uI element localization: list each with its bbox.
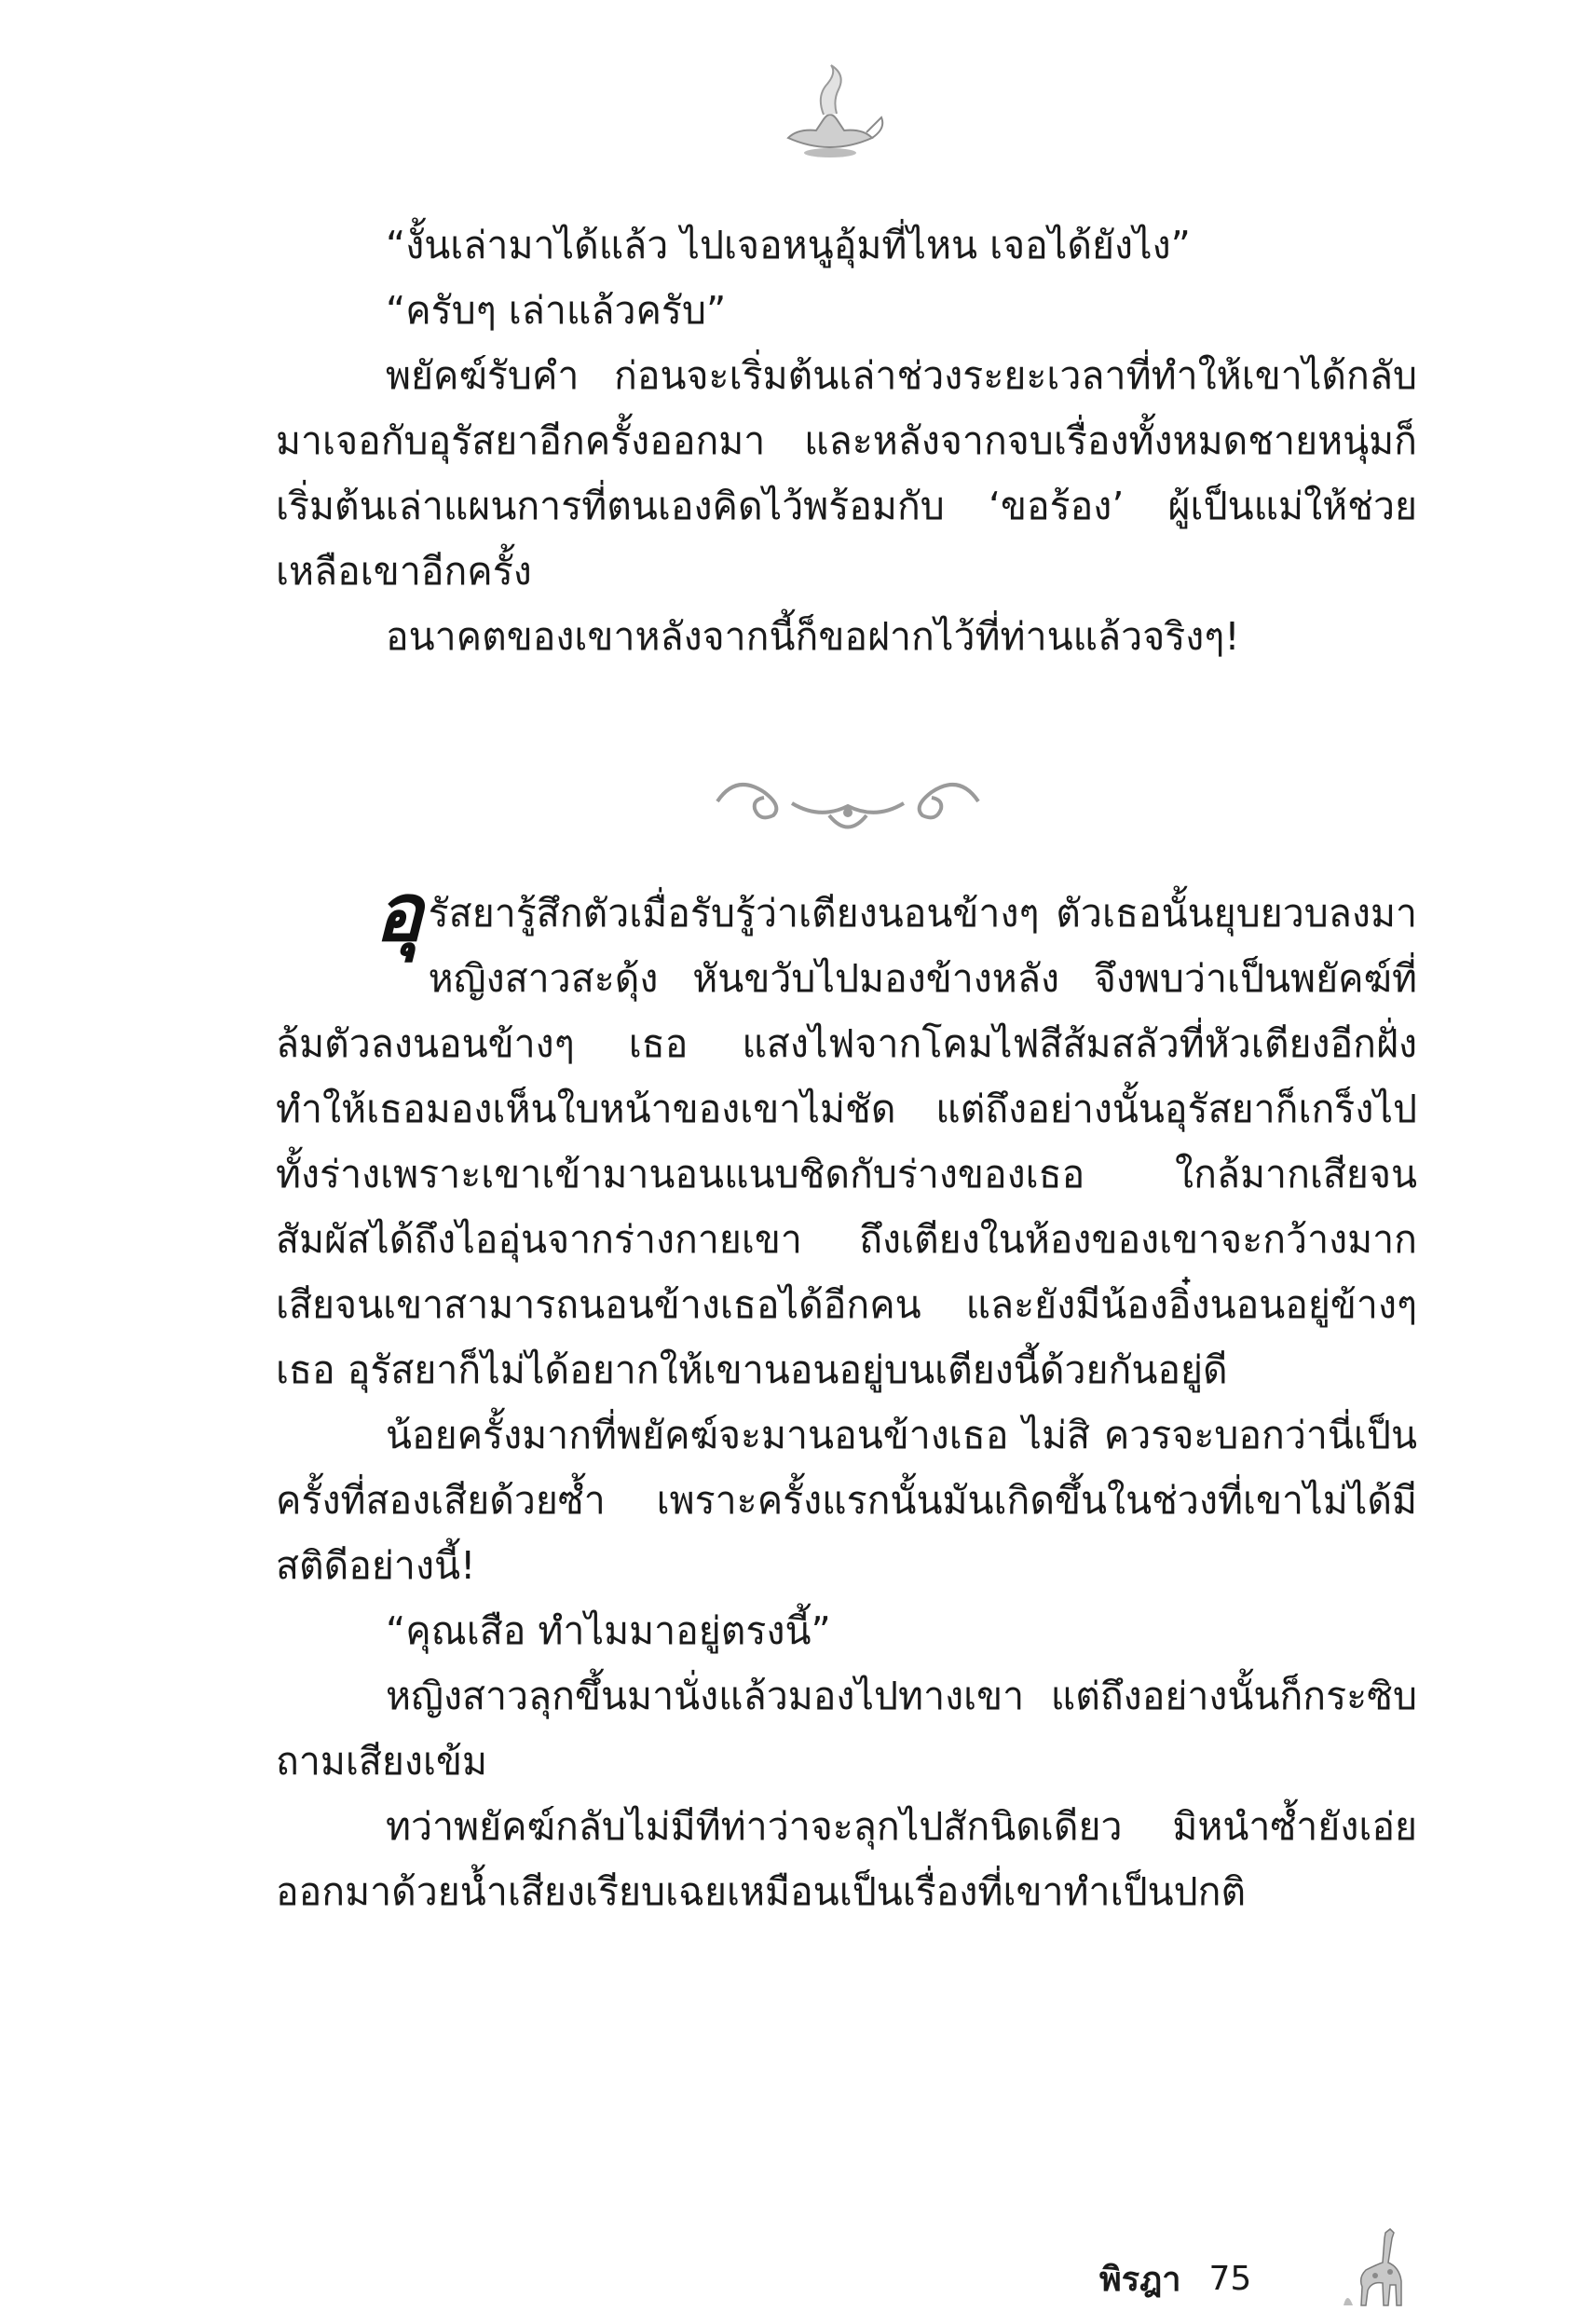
floral-divider-icon <box>708 764 988 839</box>
page-number: 75 <box>1208 2259 1252 2298</box>
giraffe-icon <box>1334 2225 1418 2309</box>
body-paragraph: ทว่าพยัคฆ์กลับไม่มีทีท่าว่าจะลุกไปสักนิดเดียว มิหนำซ้ำยังเอ่ยออกมาด้วยน้ำเสียงเรียบเฉยเหมือนเป็นเรื่องที่เขาทำเป็นปกติ <box>276 1804 1417 1914</box>
body-paragraph: น้อยครั้งมากที่พยัคฆ์จะมานอนข้างเธอ ไม่สิ ควรจะบอกว่านี่เป็นครั้งที่สองเสียด้วยซ้ำ เพราะครั้งแรกนั้นมันเกิดขึ้นในช่วงที่เขาไม่ได้มีสติดีอย่างนี้! <box>276 1413 1417 1588</box>
dialogue-line: “งั้นเล่ามาได้แล้ว ไปเจอหนูอุ้มที่ไหน เจอได้ยังไง” <box>386 223 1191 267</box>
dialogue-line: “ครับๆ เล่าแล้วครับ” <box>386 288 727 333</box>
opening-paragraph <box>276 866 1417 1402</box>
drop-cap: อุ <box>375 866 423 960</box>
body-paragraph: อนาคตของเขาหลังจากนี้ก็ขอฝากไว้ที่ท่านแล้วจริงๆ! <box>386 614 1240 659</box>
body-paragraph: พยัคฆ์รับคำ ก่อนจะเริ่มต้นเล่าช่วงระยะเวลาที่ทำให้เขาได้กลับมาเจอกับอุรัสยาอีกครั้งออกมา และหลังจากจบเรื่องทั้งหมดชายหนุ่มก็เริ่มต้นเล่าแผนการที่ตนเองคิดไว้พร้อมกับ ‘ขอร้อง’ ผู้เป็นแม่ให้ช่วยเหลือเขาอีกครั้ง <box>276 353 1417 594</box>
body-paragraph: หญิงสาวลุกขึ้นมานั่งแล้วมองไปทางเขา แต่ถึงอย่างนั้นก็กระซิบถามเสียงเข้ม <box>276 1674 1417 1784</box>
page-footer <box>1099 2246 1251 2311</box>
dialogue-line: “คุณเสือ ทำไมมาอยู่ตรงนี้” <box>386 1608 831 1653</box>
magic-lamp-icon <box>770 63 891 166</box>
author-name: พิรฎา <box>1099 2260 1181 2299</box>
text-before-break <box>276 212 1417 669</box>
text-after-break <box>276 866 1417 1924</box>
opening-paragraph-text: รัสยารู้สึกตัวเมื่อรับรู้ว่าเตียงนอนข้างๆ ตัวเธอนั้นยุบยวบลงมา หญิงสาวสะดุ้ง หันขวับไปมองข้างหลัง จึงพบว่าเป็นพยัคฆ์ที่ล้มตัวลงนอนข้างๆ เธอ แสงไฟจากโคมไฟสีส้มสลัวที่หัวเตียงอีกฝั่งทำให้เธอมองเห็นใบหน้าของเขาไม่ชัด แต่ถึงอย่างนั้นอุรัสยาก็เกร็งไปทั้งร่างเพราะเขาเข้ามานอนแนบชิดกับร่างของเธอ ใกล้มากเสียจนสัมผัสได้ถึงไออุ่นจากร่างกายเขา ถึงเตียงในห้องของเขาจะกว้างมากเสียจนเขาสามารถนอนข้างเธอได้อีกคน และยังมีน้องอิ๋งนอนอยู่ข้างๆ เธอ อุรัสยาก็ไม่ได้อยากให้เขานอนอยู่บนเตียงนี้ด้วยกันอยู่ดี <box>276 891 1417 1392</box>
